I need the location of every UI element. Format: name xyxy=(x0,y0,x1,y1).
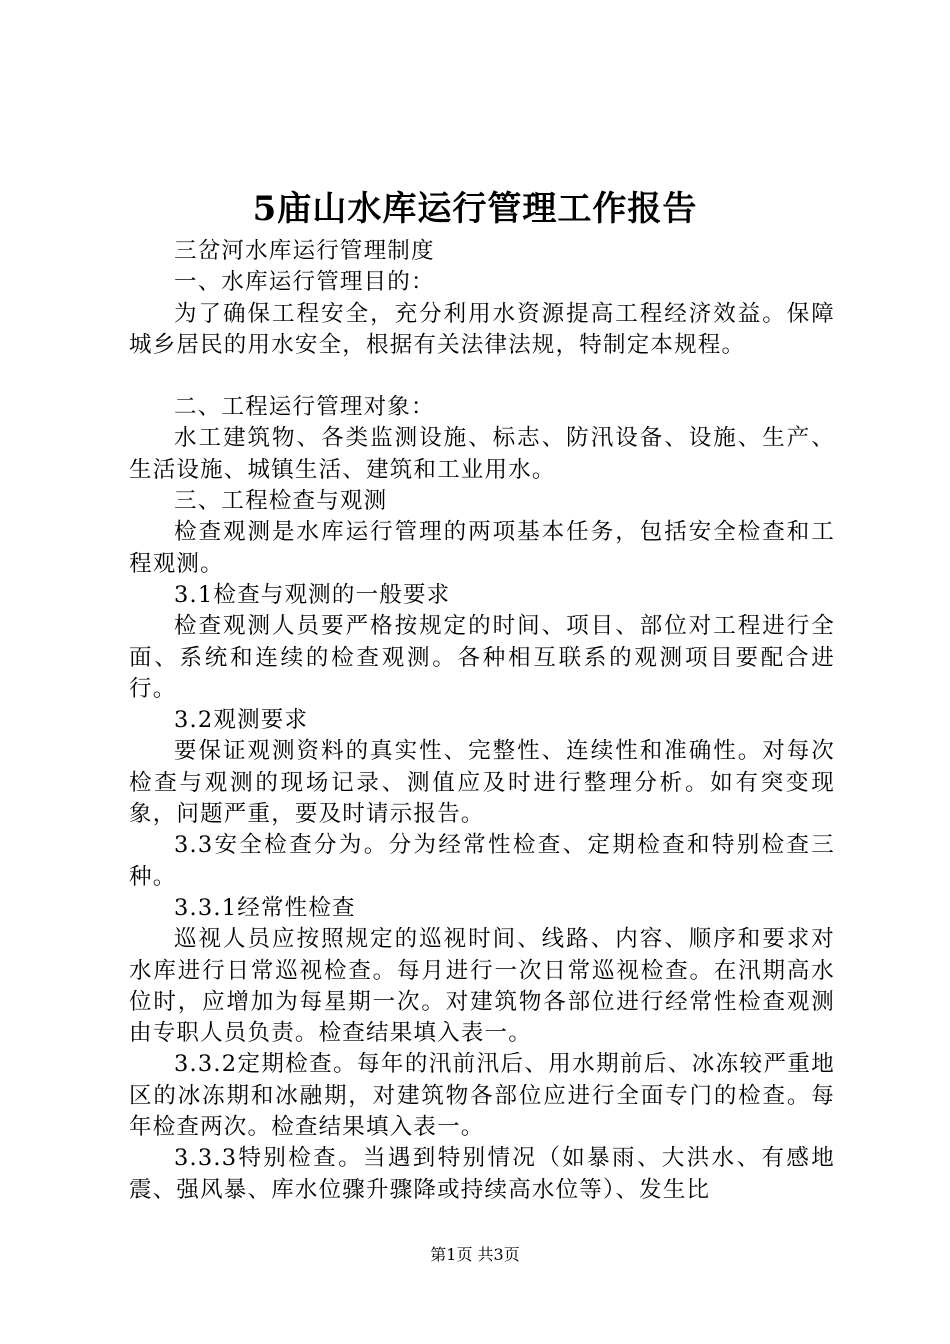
paragraph: 巡视人员应按照规定的巡视时间、线路、内容、顺序和要求对水库进行日常巡视检查。每月进行一次日常巡视检查。在汛期高水位时，应增加为每星期一次。对建筑物各部位进行经常性检查观测由专职人员负责。检查结果填入表一。 xyxy=(129,926,835,1047)
paragraph: 为了确保工程安全，充分利用水资源提高工程经济效益。保障城乡居民的用水安全，根据有关法律法规，特制定本规程。 xyxy=(129,300,835,358)
blank-line xyxy=(129,361,835,392)
subsection-heading-3-1: 3.1检查与观测的一般要求 xyxy=(174,581,451,608)
paragraph: 检查观测是水库运行管理的两项基本任务，包括安全检查和工程观测。 xyxy=(129,519,835,577)
paragraph: 检查观测人员要严格按规定的时间、项目、部位对工程进行全面、系统和连续的检查观测。各种相互联系的观测项目要配合进行。 xyxy=(129,613,835,702)
subsection-heading-3-3-1: 3.3.1经常性检查 xyxy=(174,894,356,921)
paragraph: 3.3.2定期检查。每年的汛前汛后、用水期前后、冰冻较严重地区的冰冻期和冰融期，对建筑物各部位应进行全面专门的检查。每年检查两次。检查结果填入表一。 xyxy=(129,1051,835,1141)
paragraph-subtitle: 三岔河水库运行管理制度 xyxy=(174,238,435,264)
paragraph: 3.3.3特别检查。当遇到特别情况（如暴雨、大洪水、有感地震、强风暴、库水位骤升骤降或持续高水位等）、发生比 xyxy=(129,1145,835,1203)
subsection-heading-3-2: 3.2观测要求 xyxy=(174,707,309,734)
document-title: 5庙山水库运行管理工作报告 xyxy=(252,189,698,229)
paragraph: 3.3安全检查分为。分为经常性检查、定期检查和特别检查三种。 xyxy=(129,832,835,890)
paragraph: 要保证观测资料的真实性、完整性、连续性和准确性。对每次检查与观测的现场记录、测值应及时进行整理分析。如有突变现象，问题严重，要及时请示报告。 xyxy=(129,738,835,828)
document-body xyxy=(129,236,835,1206)
page-number-footer: 第1页 共3页 xyxy=(430,1245,520,1264)
section-heading-1: 一、水库运行管理目的： xyxy=(174,269,435,296)
paragraph: 水工建筑物、各类监测设施、标志、防汛设备、设施、生产、生活设施、城镇生活、建筑和工业用水。 xyxy=(129,425,835,483)
section-heading-2: 二、工程运行管理对象： xyxy=(174,394,435,421)
section-heading-3: 三、工程检查与观测 xyxy=(174,488,388,515)
